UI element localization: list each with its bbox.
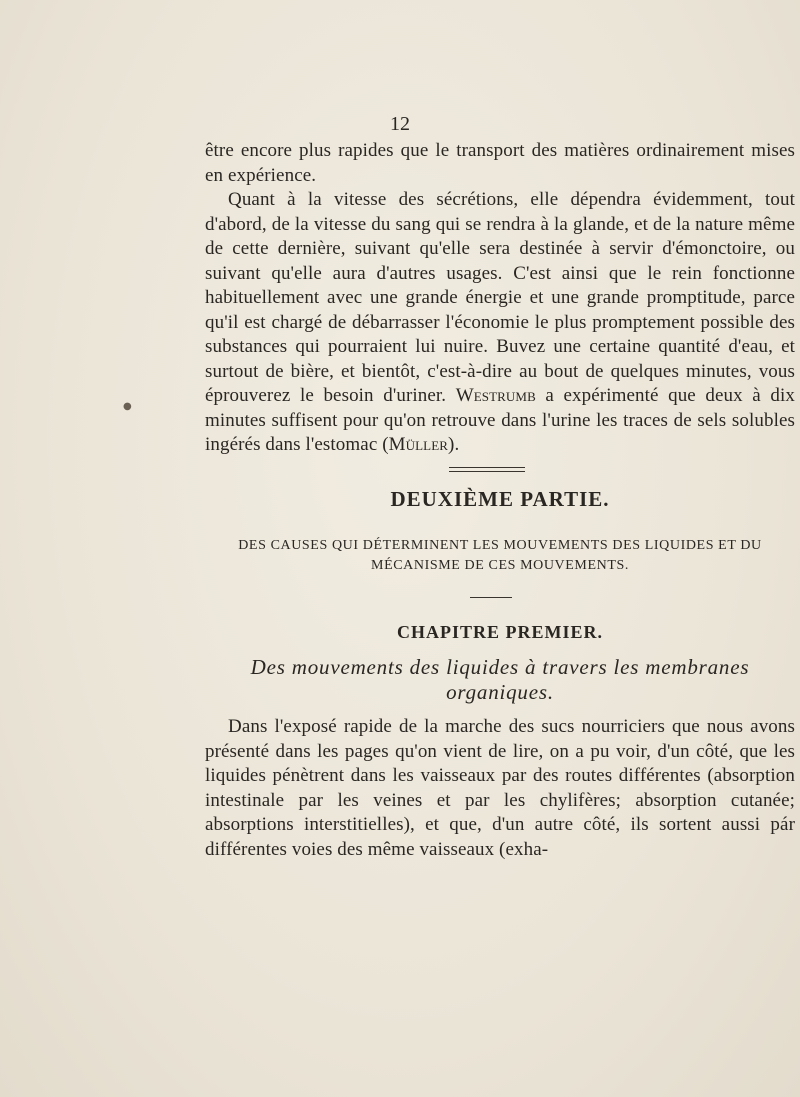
chapter-heading-line-2: organiques.: [446, 680, 554, 704]
chapter-heading-line-1: Des mouvements des liquides à travers les membranes: [250, 655, 750, 679]
paragraph-chapter-intro: Dans l'exposé rapide de la marche des sucs nourriciers que nous avons présenté dans les pages qu'on vient de lire, on a pu voir, d'un côté, que les liquides pénètrent dans les vaisseaux par des routes différentes (absorption intestinale par les veines et par les chylifères; absorption cutanée; absorptions interstitielles), et que, d'un autre côté, ils sortent aussi pár différentes voies des même vaisseaux (exha-: [205, 716, 795, 860]
margin-speck-icon: ●: [123, 401, 132, 412]
chapter-heading: [205, 655, 795, 705]
paragraph-secretions-cont: a expérimenté que deux à dix minutes suffisent pour qu'on retrouve dans l'urine les traces de sels solubles ingérés dans l'estomac (: [205, 385, 795, 455]
double-rule-divider: [449, 467, 525, 472]
paragraph-secretions-end: ).: [448, 434, 460, 455]
chapter-title: CHAPITRE PREMIER.: [396, 622, 603, 642]
part-title: DEUXIÈME PARTIE.: [390, 487, 610, 511]
paragraph-secretions-main: Quant à la vitesse des sécrétions, elle dépendra évidemment, tout d'abord, de la vitesse du sang qui se rendra à la glande, et de la nature même de cette dernière, suivant qu'elle sera destinée à servir d'émonctoire, ou suivant qu'elle aura d'autres usages. C'est ainsi que le rein fonctionne habituellement avec une grande énergie et une grande promptitude, parce qu'il est chargé de débarrasser l'économie le plus promptement possible des substances qui pourraient lui nuire. Buvez une certaine quantité d'eau, et surtout de bière, et bientôt, c'est-à-dire au bout de quelques minutes, vous éprouverez le besoin d'uriner.: [205, 189, 795, 406]
paragraph-continuation: être encore plus rapides que le transport des matières ordinairement mises en expérience.: [205, 140, 795, 186]
part-subtitle: [205, 536, 795, 576]
section-text: [205, 139, 795, 458]
chapter-text: [205, 715, 795, 862]
paragraph-secretions: [205, 188, 795, 458]
single-rule-divider: [470, 597, 512, 598]
part-subtitle-line-2: MÉCANISME DE CES MOUVEMENTS.: [371, 558, 629, 573]
part-subtitle-line-1: DES CAUSES QUI DÉTERMINENT LES MOUVEMENTS DES LIQUIDES ET DU: [238, 538, 762, 553]
author-muller: Müller: [388, 434, 449, 455]
author-westrumb: Westrumb: [455, 385, 536, 406]
page-number: 12: [390, 113, 410, 135]
